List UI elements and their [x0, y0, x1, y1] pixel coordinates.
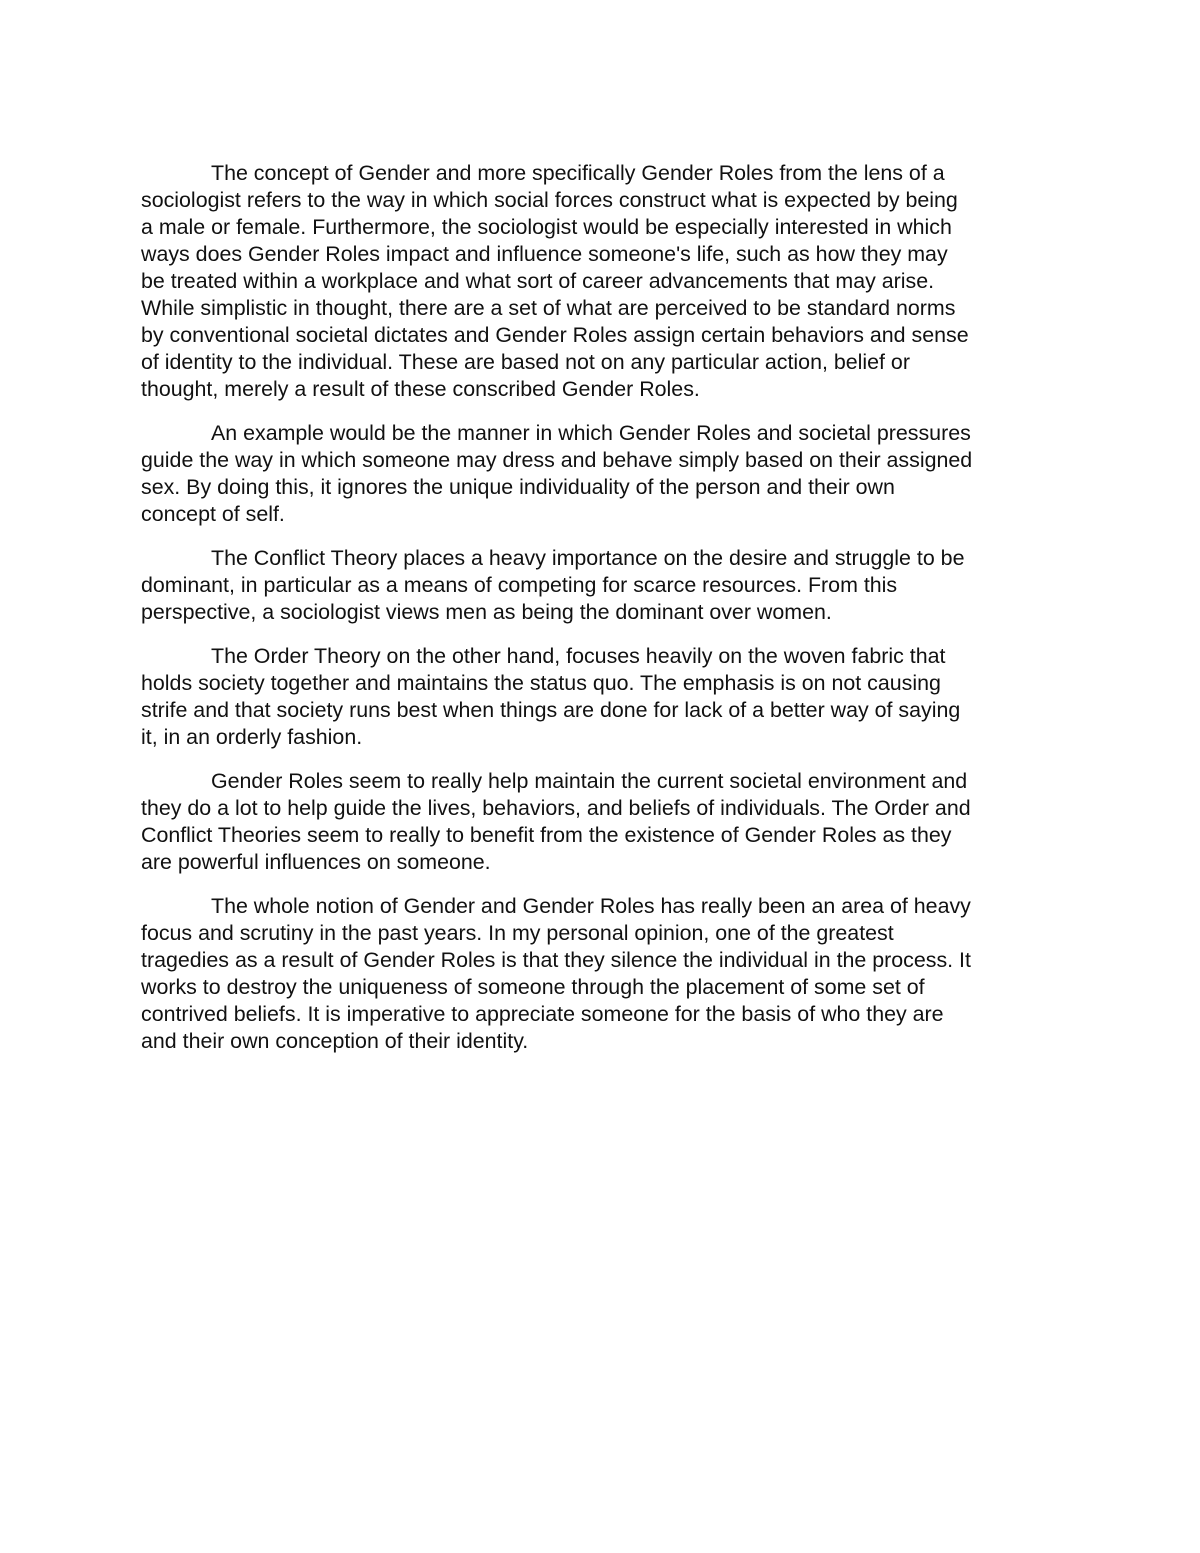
paragraph-maintain-environment: Gender Roles seem to really help maintain the current societal environment and they do a lot to help guide the lives, behaviors, and beliefs of individuals. The Order and Conflict Theories seem to really to benefit from the existence of Gender Roles as they are powerful influences on someone.	[141, 769, 971, 874]
paragraph-gender-roles-concept: The concept of Gender and more specifically Gender Roles from the lens of a sociologist refers to the way in which social forces construct what is expected by being a male or female. Furthermore, the sociologist would be especially interested in which ways does Gender Roles impact and influence someone's life, such as how they may be treated within a workplace and what sort of career advancements that may arise. While simplistic in thought, there are a set of what are perceived to be standard norms by conventional societal dictates and Gender Roles assign certain behaviors and sense of identity to the individual. These are based not on any particular action, belief or thought, merely a result of these conscribed Gender Roles.	[141, 161, 969, 401]
paragraph-personal-opinion: The whole notion of Gender and Gender Roles has really been an area of heavy focus and scrutiny in the past years. In my personal opinion, one of the greatest tragedies as a result of Gender Roles is that they silence the individual in the process. It works to destroy the uniqueness of someone through the placement of some set of contrived beliefs. It is imperative to appreciate someone for the basis of who they are and their own conception of their identity.	[141, 894, 971, 1053]
paragraph-conflict-theory: The Conflict Theory places a heavy importance on the desire and struggle to be dominant, in particular as a means of competing for scarce resources. From this perspective, a sociologist views men as being the dominant over women.	[141, 546, 965, 624]
paragraph-order-theory: The Order Theory on the other hand, focuses heavily on the woven fabric that holds society together and maintains the status quo. The emphasis is on not causing strife and that society runs best when things are done for lack of a better way of saying it, in an orderly fashion.	[141, 644, 961, 749]
paragraph-example: An example would be the manner in which Gender Roles and societal pressures guide the way in which someone may dress and behave simply based on their assigned sex. By doing this, it ignores the unique individuality of the person and their own concept of self.	[141, 421, 973, 526]
document-body	[141, 160, 1066, 1072]
